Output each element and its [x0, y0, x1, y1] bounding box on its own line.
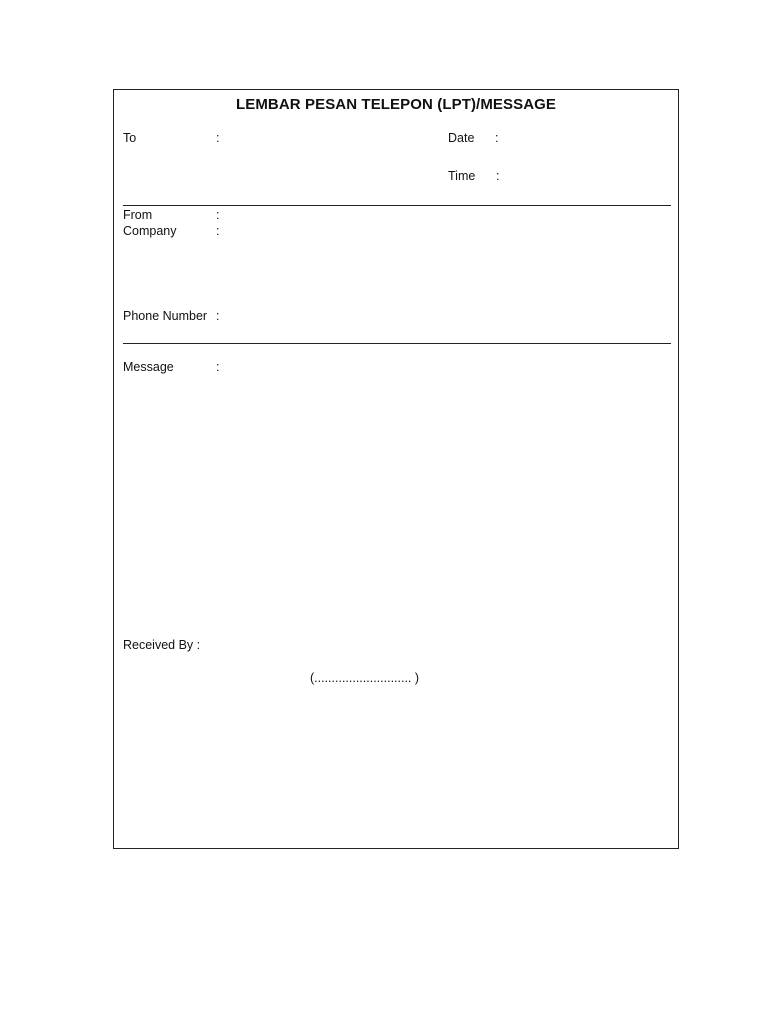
date-label: Date [448, 131, 475, 145]
signature-line: (............................ ) [310, 671, 420, 685]
phone-number-label: Phone Number [123, 309, 208, 323]
time-label: Time [448, 169, 476, 183]
message-label: Message [123, 360, 174, 374]
from-colon: : [216, 208, 220, 222]
to-colon: : [216, 131, 220, 145]
date-colon: : [495, 131, 499, 145]
company-colon: : [216, 224, 220, 238]
phone-message-form [113, 89, 679, 849]
phone-number-colon: : [216, 309, 220, 323]
form-title: LEMBAR PESAN TELEPON (LPT)/MESSAGE [235, 96, 557, 113]
section-divider-1 [123, 205, 671, 206]
received-by-label: Received By : [123, 638, 201, 652]
message-colon: : [216, 360, 220, 374]
from-label: From [123, 208, 153, 222]
to-label: To [123, 131, 137, 145]
time-colon: : [496, 169, 500, 183]
company-label: Company [123, 224, 177, 238]
section-divider-2 [123, 343, 671, 344]
